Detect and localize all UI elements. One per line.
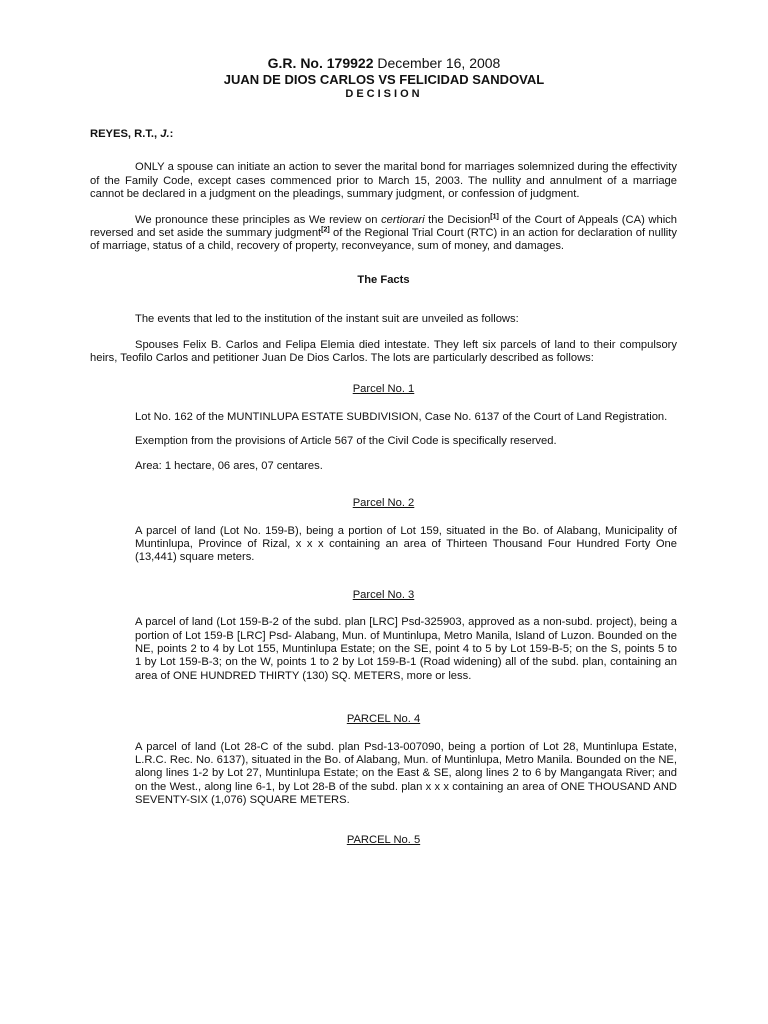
parcel-1-line-2: Exemption from the provisions of Article 567 of the Civil Code is specifically reserved. — [135, 435, 557, 448]
parcel-heading-2: Parcel No. 2 — [352, 497, 415, 510]
ponente — [90, 128, 677, 141]
footnote-link-1[interactable]: [1] — [490, 212, 499, 220]
parcel-1-description — [135, 411, 677, 473]
p2-text-d: of the Regional Trial Court (RTC) in an action for declaration of nullity of marriage, status of a child, recovery of property, reconveyance, sum of money, and damages. — [90, 227, 677, 253]
parcel-2-description — [135, 525, 677, 565]
parcel-4-description — [135, 741, 677, 808]
parcel-heading-3: Parcel No. 3 — [352, 588, 415, 601]
decision-label: DECISION — [345, 88, 423, 100]
document-body — [90, 128, 677, 861]
case-parties: JUAN DE DIOS CARLOS VS FELICIDAD SANDOVAL — [223, 72, 545, 87]
parcel-heading-1: Parcel No. 1 — [352, 383, 415, 396]
parcel-1-line-1: Lot No. 162 of the MUNTINLUPA ESTATE SUBDIVISION, Case No. 6137 of the Court of Land Registration. — [135, 410, 668, 423]
parcel-4-line-1: A parcel of land (Lot 28-C of the subd. plan Psd-13-007090, being a portion of Lot 28, Muntinlupa Estate, L.R.C. Rec. No. 6137), situated in the Bo. of Alabang, Mun. of Muntinlupa, Metro Manila. Bounded on the NE, along lines 1-2 by Lot 27, Muntinlupa Estate; on the East & SE, along lines 2 to 6 by Mangangata River; and on the West., along line 6-1, by Lot 28-B of the subd. plan x x x containing an area of ONE THOUSAND AND SEVENTY-SIX (1,076) SQUARE METERS. — [135, 740, 677, 807]
paragraph-4: Spouses Felix B. Carlos and Felipa Elemia died intestate. They left six parcels of land to their compulsory heirs, Teofilo Carlos and petitioner Juan De Dios Carlos. The lots are particularly described as follows: — [90, 338, 677, 365]
paragraph-3: The events that led to the institution of the instant suit are unveiled as follows: — [135, 313, 519, 326]
ponente-name: REYES, R.T., — [90, 128, 161, 140]
parcel-heading-4: PARCEL No. 4 — [346, 713, 421, 726]
parcel-1-line-3: Area: 1 hectare, 06 ares, 07 centares. — [135, 459, 323, 472]
parcel-2-line-1: A parcel of land (Lot No. 159-B), being a portion of Lot 159, situated in the Bo. of Alabang, Municipality of Muntinlupa, Province of Rizal, x x x containing an area of Thirteen Thousand Four Hundred Forty One (13,441) square meters. — [135, 524, 677, 564]
case-header — [0, 55, 768, 101]
parcel-3-line-1: A parcel of land (Lot 159-B-2 of the subd. plan [LRC] Psd-325903, approved as a non-subd. project), being a portion of Lot 159-B [LRC] Psd- Alabang, Mun. of Muntinlupa, Metro Manila, Island of Luzon. Bounded on the NE, points 2 to 4 by Lot 155, Muntinlupa Estate; on the SE, point 4 to 5 by Lot 159-B-5; on the S, points 5 to 1 by Lot 159-B-3; on the W, points 1 to 2 by Lot 159-B-1 (Road widening) all of the subd. plan, containing an area of ONE HUNDRED THIRTY (130) SQ. METERS, more or less. — [135, 616, 677, 682]
case-number-line — [0, 55, 768, 72]
footnote-link-2[interactable]: [2] — [321, 226, 330, 234]
p2-text-a: We pronounce these principles as We review on — [135, 213, 382, 226]
paragraph-1: ONLY a spouse can initiate an action to sever the marital bond for marriages solemnized during the effectivity of the Family Code, except cases commenced prior to March 15, 2003. The nullity and annulment of a marriage cannot be declared in a judgment on the pleadings, summary judgment, or confession of judgment. — [90, 161, 677, 201]
case-number: G.R. No. 179922 — [267, 55, 374, 71]
p2-text-c: of the Court of Appeals (CA) which reversed and set aside the summary judgment — [90, 213, 677, 240]
paragraph-2 — [90, 214, 677, 254]
ponente-title: J. — [160, 128, 170, 140]
parcel-3-description — [135, 616, 677, 683]
ponente-colon: : — [169, 128, 174, 140]
facts-heading: The Facts — [357, 273, 410, 286]
parcel-heading-5: PARCEL No. 5 — [346, 833, 421, 846]
case-date: December 16, 2008 — [377, 55, 501, 71]
p2-text-b: the Decision — [424, 213, 491, 226]
p2-italic: certiorari — [381, 213, 425, 226]
